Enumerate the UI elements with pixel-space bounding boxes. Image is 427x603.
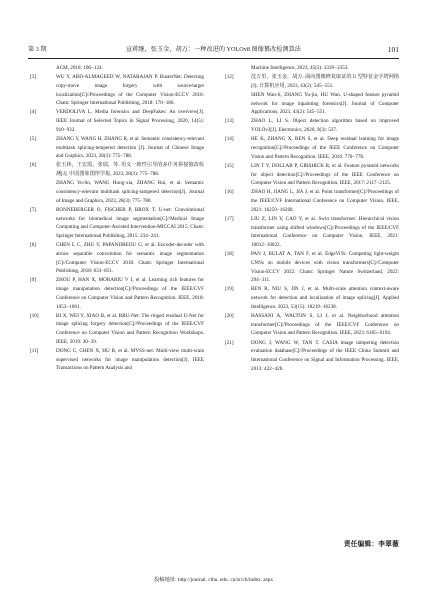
- reference-text: ZHAO H, JIANG L, JIA J, et al. Point transformer[C]//Proceedings of the IEEE/CVF International Conference on Computer Vision. IEEE, 2021: 16259−16268.: [251, 189, 399, 213]
- reference-number: [15]: [225, 162, 234, 169]
- reference-text: DONG J, WANG W, TAN T. CASIA image tampering detection evaluation database[C]//Proceedings of the IEEE China Summit and International Conference on Signal and Information Processing. IEEE, 2013: 422−426.: [251, 339, 399, 372]
- references-right-column: [225, 64, 399, 374]
- reference-text: SHEN Wan-li, ZHANG Yu-jin, HU Wan. U-shaped feature pyramid network for image inpainting forensics[J]. Journal of Computer Applications, 2023, 43(2): 545−551.: [251, 91, 399, 116]
- responsible-editor: 责任编辑：李翠薇: [343, 540, 399, 548]
- reference-entry: [30, 206, 204, 241]
- reference-text: 沈万里，张玉金，胡万. 面向图像修复取证的 U 型特征金字塔网络[J]. 计算机应用, 2023, 43(2): 545−551.: [251, 74, 399, 89]
- reference-number: [10]: [30, 312, 39, 319]
- reference-text: RONNEBERGER O, FISCHER P, BROX T. U-net: Convolutional networks for biomedical image segmentation[C]//Medical Image Computing and Computer-Assisted Intervention-MICCAI 2015. Cham: Springer International Publishing, 2015: 234−241.: [56, 206, 204, 239]
- reference-entry: [30, 312, 204, 347]
- reference-number: [9]: [30, 277, 36, 284]
- issue-number: 第 3 期: [28, 46, 47, 53]
- reference-entry: [225, 285, 399, 311]
- reference-number: [14]: [225, 136, 234, 143]
- reference-number: [16]: [225, 189, 234, 196]
- reference-entry: [225, 339, 399, 374]
- reference-entry: [30, 135, 204, 161]
- reference-text: ZHOU P, HAN X, MORARIU V I, et al. Learning rich features for image manipulation detection[C]//Proceedings of the IEEE/CVF Conference on Computer Vision and Pattern Recognition. IEEE, 2018: 1053−1061.: [56, 277, 204, 310]
- reference-text: ZHANG Y, WANG H, ZHANG R, et al. Semantic consistency-relevant multitask splicing-tempered detection [J]. Journal of Chinese Image and Graphics, 2023, 28(3): 775−788.: [56, 135, 204, 160]
- reference-entry: [30, 241, 204, 276]
- running-header: [28, 44, 399, 56]
- header-rule: [28, 58, 399, 59]
- reference-text: CHEN L C, ZHU Y, PAPANDREOU G, et al. Encoder-decoder with atrous separable convolution for semantic image segmentation [C]//Computer Vision-ECCV 2018. Cham: Springer International Publishing, 2018: 833−851.: [56, 242, 204, 275]
- reference-text: HE K, ZHANG X, REN S, et al. Deep residual learning for image recognition[C]//Proceedings of the IEEE Conference on Computer Vision and Pattern Recognition. IEEE, 2016: 770−778.: [251, 136, 399, 160]
- reference-number: [8]: [30, 242, 36, 249]
- reference-text: DONG C, CHEN X, HU R, et al. MVSS-net: Multi-view multi-scale supervised networks for image manipulation detection[J]. IEEE Transactions on Pattern Analysis and: [56, 347, 204, 372]
- reference-entry: [225, 250, 399, 285]
- reference-text: HASSANI A, WALTON S, LI J, et al. Neighborhood attention transformer[C]//Proceedings of the IEEE/CVF Conference on Computer Vision and Pattern Recognition. IEEE, 2023: 6185−6194.: [251, 313, 399, 337]
- reference-entry: [225, 162, 399, 188]
- reference-text: REN R, NIU S, JIN J, et al. Multi-scale attention context-aware network for detection and localization of image splicing[J]. Applied Intelligence, 2023, 53(15): 18219−18238.: [251, 286, 399, 310]
- reference-text: ACM, 2018: 106−124.: [56, 65, 103, 71]
- reference-number: [3]: [30, 74, 36, 81]
- reference-number: [4]: [30, 109, 36, 116]
- reference-text: LIU Z, LIN Y, CAO Y, et al. Swin transformer: Hierarchical vision transformer using shifted windows[C]//Proceedings of the IEEE/CVF International Conference on Computer Vision. IEEE, 2021: 10012−10022.: [251, 215, 399, 249]
- reference-text: ZHANG Yu-lin, WANG Hong-xia, ZHANG Rui, et al. Semantic consistency-relevant multitask splicing-tampered detection[J]. Journal of Image and Graphics, 2023, 28(3): 775−788.: [56, 180, 204, 204]
- reference-entry: [30, 161, 204, 178]
- reference-number: [5]: [30, 135, 36, 142]
- reference-entry: [225, 117, 399, 134]
- submission-url: 投稿地址: http://journal. ctbu. edu. cn/zr/ch/index. aspx: [153, 577, 273, 583]
- reference-text: Machine Intelligence, 2023, 45(3): 3339−3353.: [251, 65, 349, 71]
- reference-text: LIN T Y, DOLLAR P, GIRSHICK R, et al. Feature pyramid networks for object detection[C]//Proceedings of the IEEE Conference on Computer Vision and Pattern Recognition. IEEE, 2017: 2117−2125.: [251, 162, 399, 187]
- reference-entry: [30, 64, 204, 73]
- reference-text: WU Y, ABD-ALMAGEED W, NATARAJAN P. BusterNet: Detecting copy-move image forgery with source/target localization[C]//Proceedings of the Computer Vision-ECCV 2018. Cham: Springer International Publishing, 2018: 170−186.: [56, 74, 204, 107]
- reference-text: ZHAO L, LI S. Object detection algorithm based on improved YOLOv3[J]. Electronics, 2020, 9(3): 537.: [251, 118, 399, 134]
- reference-entry: [30, 108, 204, 134]
- reference-text: PAN J, BULAT A, TAN F, et al. EdgeViTs: Competing light-weight CNNs on mobile devices with vision transformers[C]//Computer Vision-ECCV 2022. Cham: Springer Nature Switzerland, 2022: 294−311.: [251, 251, 399, 284]
- reference-number: [7]: [30, 206, 36, 213]
- reference-number: [19]: [225, 286, 234, 293]
- reference-entry: [225, 91, 399, 117]
- reference-entry: [30, 347, 204, 373]
- reference-entry: [225, 73, 399, 90]
- reference-number: [12]: [225, 74, 234, 81]
- reference-entry: [225, 135, 399, 161]
- reference-number: [18]: [225, 251, 234, 258]
- references-left-column: [30, 64, 204, 373]
- reference-text: 张玉林，王宏霞，张瑞，等. 语义一致性引导的多任务拼接篡改检测[J]. 中国图象图形学报, 2023, 28(3): 775−788.: [56, 162, 204, 178]
- page-number: 101: [387, 45, 399, 54]
- reference-entry: [30, 276, 204, 311]
- reference-entry: [225, 215, 399, 250]
- reference-number: [20]: [225, 313, 234, 320]
- reference-number: [11]: [30, 347, 39, 354]
- reference-entry: [30, 73, 204, 108]
- reference-text: VERDOLIVA L. Media forensics and DeepFakes: An overview[J]. IEEE Journal of Selected Topics in Signal Processing, 2020, 14(5): 910−932.: [56, 109, 204, 133]
- reference-entry: [225, 312, 399, 338]
- reference-entry: [225, 64, 399, 73]
- reference-entry: [30, 179, 204, 205]
- reference-number: [6]: [30, 162, 36, 169]
- running-title: 宣蒋继，张玉金，胡万：一种改进的 YOLOv8 图像篡改检测算法: [126, 46, 301, 53]
- reference-entry: [225, 188, 399, 214]
- reference-text: BI X, WEI Y, XIAO B, et al. RRU-Net: The ringed residual U-Net for image splicing forgery detection[C]//Proceedings of the IEEE/CVF Conference on Computer Vision and Pattern Recognition Workshops. IEEE, 2019: 30−39.: [56, 312, 204, 345]
- reference-number: [13]: [225, 118, 234, 125]
- reference-number: [21]: [225, 339, 234, 346]
- reference-number: [17]: [225, 215, 234, 222]
